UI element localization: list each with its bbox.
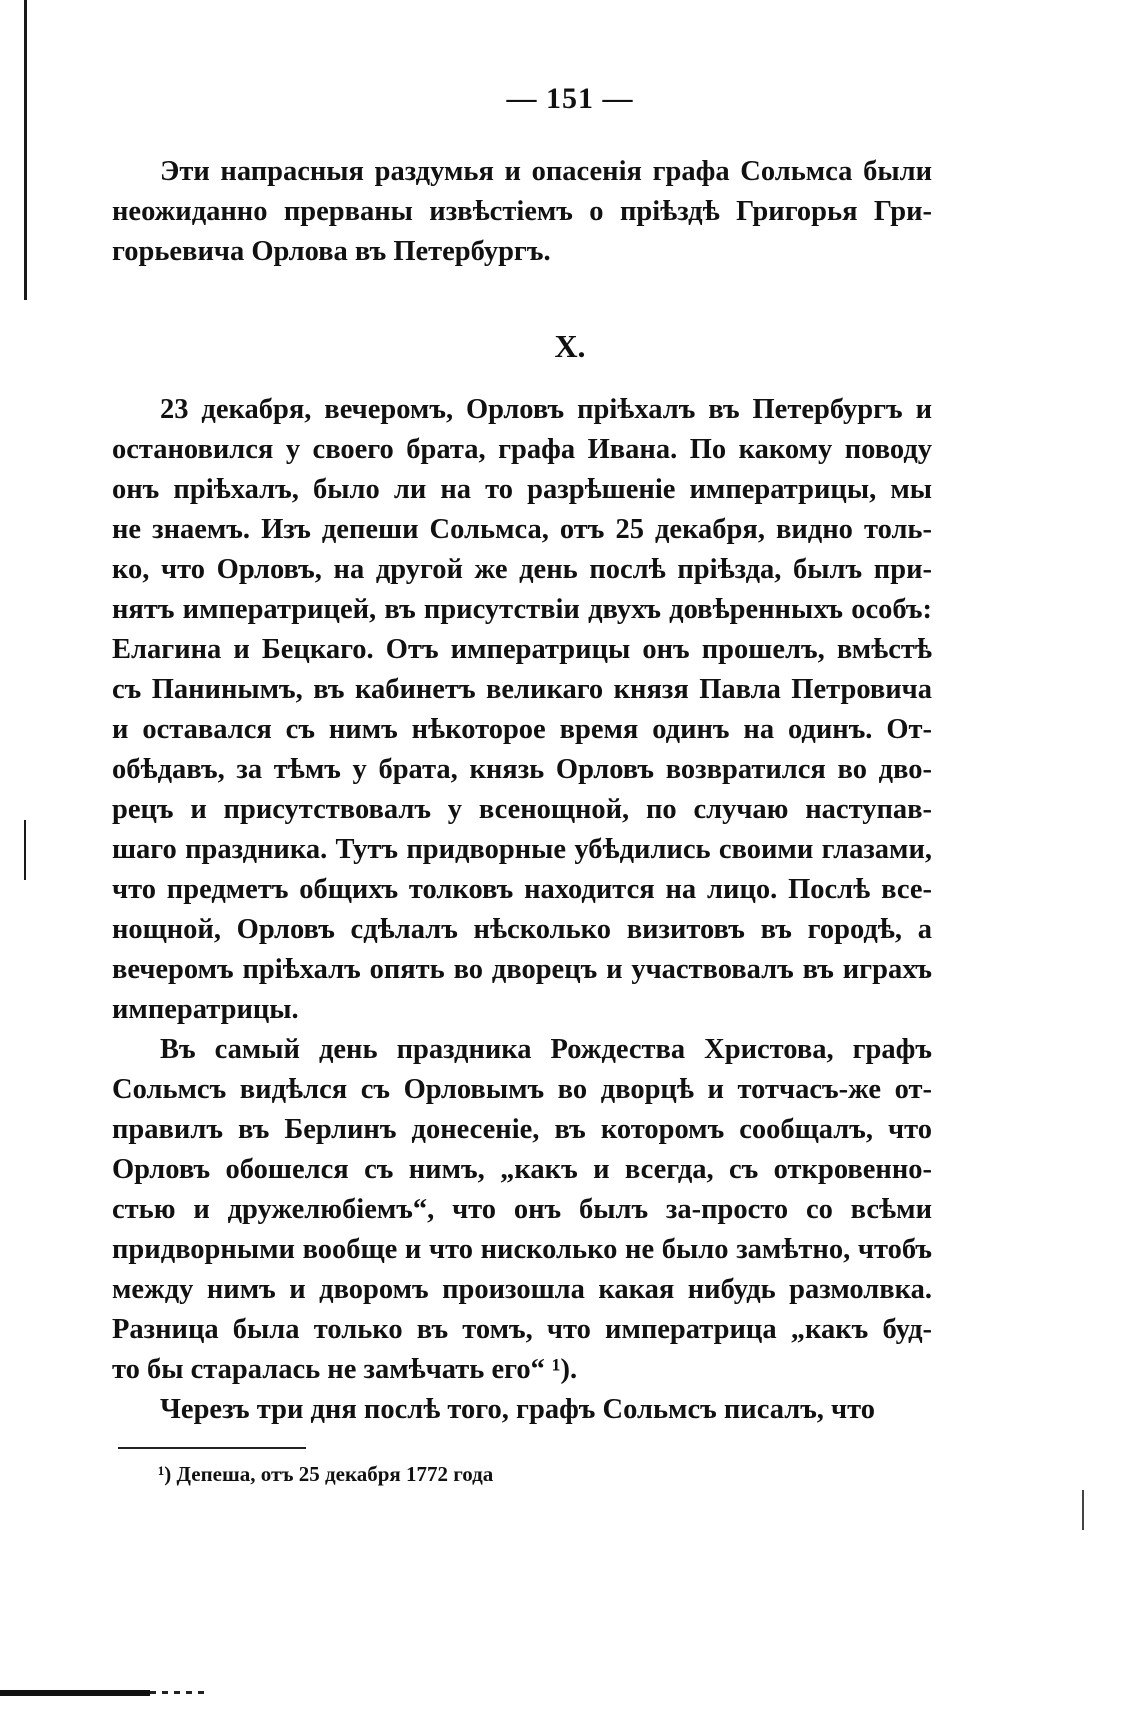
scan-edge-mark-lower: [24, 820, 26, 880]
text-line: между нимъ и дворомъ произошла какая нибудь размолвка.: [112, 1274, 932, 1305]
text-line: шаго праздника. Тутъ придворные убѣдились своими глазами,: [112, 834, 932, 865]
text-line: правилъ въ Берлинъ донесеніе, въ которомъ сообщалъ, что: [112, 1114, 932, 1145]
scan-edge-mark: [24, 0, 27, 300]
text-line: то бы старалась не замѣчать его“ ¹).: [112, 1354, 578, 1385]
scan-bottom-bar: [0, 1690, 150, 1696]
text-line: Черезъ три дня послѣ того, графъ Сольмсъ писалъ, что: [160, 1394, 876, 1425]
closing-paragraph: [112, 1390, 932, 1430]
text-line: остановился у своего брата, графа Ивана. По какому поводу: [112, 434, 932, 465]
page-number: — 151 —: [506, 82, 634, 115]
text-line: вечеромъ пріѣхалъ опять во дворецъ и участвовалъ въ играхъ: [112, 954, 932, 985]
text-line: Разница была только въ томъ, что императрица „какъ буд-: [112, 1314, 932, 1345]
text-line: неожиданно прерваны извѣстіемъ о пріѣздѣ Григорья Гри-: [112, 196, 932, 227]
scan-edge-mark-right: [1082, 1490, 1084, 1530]
footnote: [158, 1462, 493, 1487]
footnote-marker: ¹): [158, 1462, 172, 1486]
text-line: рецъ и присутствовалъ у всенощной, по случаю наступав-: [112, 794, 932, 825]
christmas-paragraph: [112, 1030, 932, 1390]
text-line: императрицы.: [112, 994, 299, 1025]
text-line: горьевича Орлова въ Петербургъ.: [112, 236, 551, 267]
text-line: не знаемъ. Изъ депеши Сольмса, отъ 25 декабря, видно толь-: [112, 514, 932, 545]
text-line: нятъ императрицей, въ присутствіи двухъ довѣренныхъ особъ:: [112, 594, 932, 625]
text-line: стью и дружелюбіемъ“, что онъ былъ за-просто со всѣми: [112, 1194, 932, 1225]
section-heading: X.: [554, 328, 586, 364]
text-line: Орловъ обошелся съ нимъ, „какъ и всегда, съ откровенно-: [112, 1154, 932, 1185]
text-line: 23 декабря, вечеромъ, Орловъ пріѣхалъ въ Петербургъ и: [160, 394, 932, 425]
text-line: Елагина и Бецкаго. Отъ императрицы онъ прошелъ, вмѣстѣ: [112, 634, 932, 665]
text-line: Сольмсъ видѣлся съ Орловымъ во дворцѣ и тотчасъ-же от-: [112, 1074, 932, 1105]
footnote-text: Депеша, отъ 25 декабря 1772 года: [176, 1462, 494, 1486]
footnote-divider: [118, 1447, 306, 1449]
intro-paragraph: [112, 152, 932, 272]
text-line: съ Панинымъ, въ кабинетъ великаго князя Павла Петровича: [112, 674, 932, 705]
text-line: нощной, Орловъ сдѣлалъ нѣсколько визитовъ въ городѣ, а: [112, 914, 932, 945]
text-line: Въ самый день праздника Рождества Христова, графъ: [160, 1034, 932, 1065]
text-line: что предметъ общихъ толковъ находится на лицо. Послѣ все-: [112, 874, 932, 905]
text-line: и оставался съ нимъ нѣкоторое время одинъ на одинъ. От-: [112, 714, 932, 745]
scan-bottom-bar-tail: [150, 1691, 210, 1694]
text-line: ко, что Орловъ, на другой же день послѣ пріѣзда, былъ при-: [112, 554, 932, 585]
main-paragraph: [112, 390, 932, 1030]
text-line: Эти напрасныя раздумья и опасенія графа Сольмса были: [160, 156, 932, 187]
text-line: обѣдавъ, за тѣмъ у брата, князь Орловъ возвратился во дво-: [112, 754, 932, 785]
text-line: придворными вообще и что нисколько не было замѣтно, чтобъ: [112, 1234, 932, 1265]
main-text: [112, 390, 932, 1430]
text-line: онъ пріѣхалъ, было ли на то разрѣшеніе императрицы, мы: [112, 474, 932, 505]
